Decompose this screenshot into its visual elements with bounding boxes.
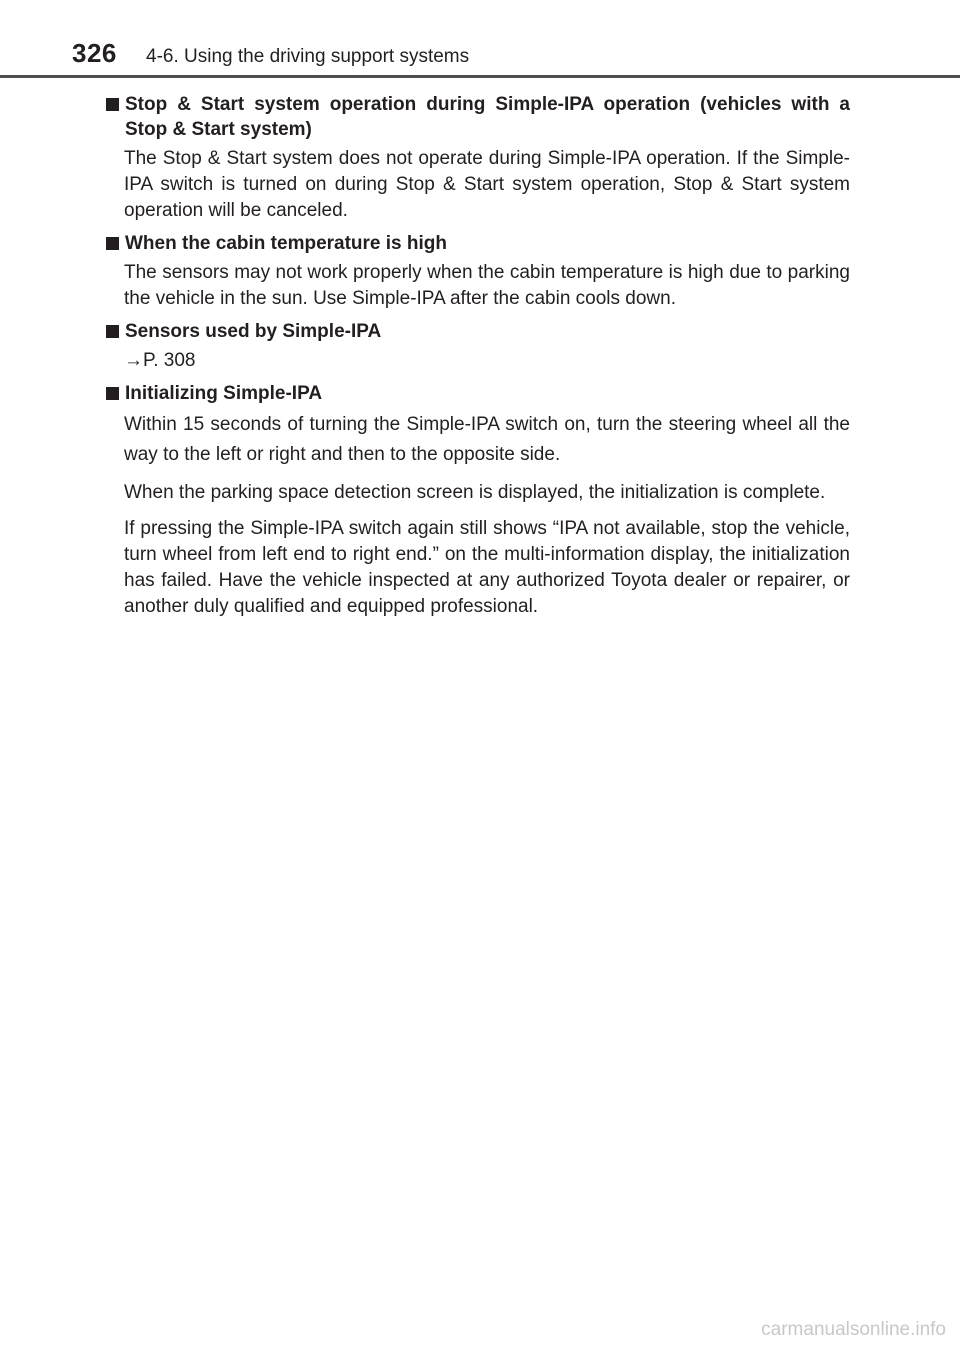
page-reference: →P. 308 (124, 350, 196, 371)
page-header (0, 0, 960, 80)
section-initializing (106, 381, 850, 620)
body-paragraph: When the parking space detection screen is displayed, the initialization is complete. (124, 482, 826, 503)
heading-text: When the cabin temperature is high (125, 233, 447, 254)
section-heading (106, 231, 850, 256)
square-bullet-icon (106, 98, 119, 111)
square-bullet-icon (106, 237, 119, 250)
body-paragraph: Within 15 seconds of turning the Simple-IPA switch on, turn the steering wheel all the way to the left or right and then to the opposite side. (124, 414, 850, 465)
section-heading (106, 319, 850, 344)
section-heading (106, 92, 850, 142)
heading-text: Stop & Start system operation during Simple-IPA operation (vehicles with a Stop & Start system) (125, 94, 850, 140)
section-stop-start (106, 92, 850, 224)
page-content (106, 92, 850, 627)
watermark: carmanualsonline.info (761, 1319, 946, 1340)
body-paragraph: The sensors may not work properly when the cabin temperature is high due to parking the vehicle in the sun. Use Simple-IPA after the cabin cools down. (124, 262, 850, 309)
body-paragraph: The Stop & Start system does not operate during Simple-IPA operation. If the Simple-IPA switch is turned on during Stop & Start system operation, Stop & Start system operation will be canceled. (124, 148, 850, 221)
heading-text: Sensors used by Simple-IPA (125, 321, 382, 342)
section-cabin-temperature (106, 231, 850, 312)
square-bullet-icon (106, 387, 119, 400)
section-sensors (106, 319, 850, 374)
section-heading (106, 381, 850, 406)
square-bullet-icon (106, 325, 119, 338)
body-paragraph: If pressing the Simple-IPA switch again still shows “IPA not available, stop the vehicle, turn wheel from left end to right end.” on the multi-information display, the initialization has failed. Have the vehicle inspected at any authorized Toyota dealer or repairer, or another duly qualified and equipped professional. (124, 518, 850, 617)
heading-text: Initializing Simple-IPA (125, 383, 323, 404)
section-title: 4-6. Using the driving support systems (146, 46, 470, 67)
page-number: 326 (72, 38, 117, 68)
header-divider (0, 75, 960, 78)
